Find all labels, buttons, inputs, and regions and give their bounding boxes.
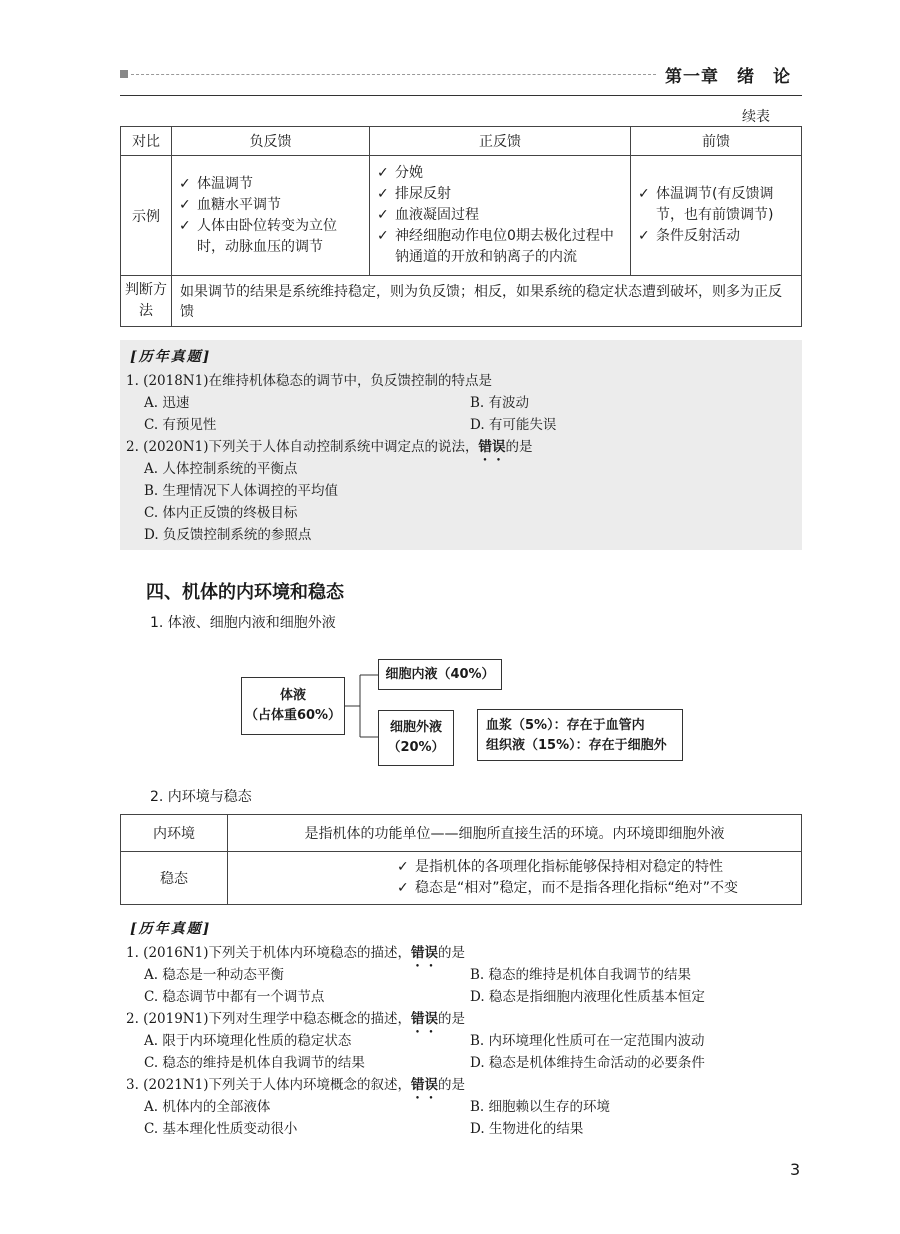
interstitial-text: 组织液（15%）：存在于细胞外	[486, 738, 667, 753]
method-text: 如果调节的结果是系统维持稳定，则为负反馈；相反，如果系统的稳定状态遭到破坏，则多为正反馈	[172, 276, 802, 327]
emphasis-word: 错误	[410, 1077, 438, 1093]
stem-tail: 的是	[437, 1077, 465, 1093]
list-item: ✓ 人体由卧位转变为立位时，动脉血压的调节	[179, 216, 364, 258]
ecf-label: 细胞外液	[389, 720, 442, 735]
option-d: D. 稳态是指细胞内液理化性质基本恒定	[470, 989, 705, 1005]
emphasis-word: 错误	[478, 439, 506, 455]
stem-text: 2. (2019N1)下列对生理学中稳态概念的描述，	[126, 1011, 411, 1027]
example-label: 示例	[121, 156, 172, 276]
list-item: ✓ 排尿反射	[377, 184, 625, 205]
stem-text: 3. (2021N1)下列关于人体内环境概念的叙述，	[126, 1077, 411, 1093]
emphasis-word: 错误	[410, 945, 438, 961]
option-d: D. 生物进化的结果	[470, 1121, 584, 1137]
internal-environment-table	[120, 814, 802, 905]
option-c: C. 基本理化性质变动很小	[144, 1121, 298, 1137]
stem-tail: 的是	[437, 1011, 465, 1027]
option-b: B. 稳态的维持是机体自我调节的结果	[470, 967, 692, 983]
body-fluid-label: 体液	[279, 688, 306, 703]
internal-label: 内环境	[121, 815, 228, 852]
internal-text: 是指机体的功能单位——细胞所直接生活的环境。内环境即细胞外液	[228, 815, 802, 852]
list-item: ✓ 是指机体的各项理化指标能够保持相对稳定的特性	[397, 857, 800, 878]
ecf-components-box	[477, 709, 683, 761]
list-item: ✓ 血液凝固过程	[377, 205, 625, 226]
body-fluid-box	[241, 677, 345, 735]
option-a: A. 人体控制系统的平衡点	[144, 461, 298, 477]
option-c: C. 有预见性	[144, 417, 217, 433]
option-b: B. 生理情况下人体调控的平均值	[144, 483, 339, 499]
continued-label: 续表	[742, 109, 770, 125]
stem-text: 2. (2020N1)下列关于人体自动控制系统中调定点的说法，	[126, 439, 479, 455]
homeostasis-label: 稳态	[121, 852, 228, 905]
emphasis-word: 错误	[410, 1011, 438, 1027]
list-item: ✓ 稳态是“相对”稳定，而不是指各理化指标“绝对”不变	[397, 878, 800, 899]
header-negative: 负反馈	[172, 127, 370, 156]
page-number: 3	[790, 1160, 801, 1179]
header-positive: 正反馈	[370, 127, 631, 156]
exercise-heading: [历年真题]	[130, 921, 212, 937]
option-a: A. 机体内的全部液体	[144, 1099, 271, 1115]
option-d: D. 有可能失误	[470, 417, 557, 433]
table-row	[121, 852, 802, 905]
option-a: A. 限于内环境理化性质的稳定状态	[144, 1033, 352, 1049]
plasma-text: 血浆（5%）：存在于血管内	[486, 718, 645, 733]
option-c: C. 体内正反馈的终极目标	[144, 505, 298, 521]
list-item: ✓ 分娩	[377, 163, 625, 184]
list-item: ✓ 体温调节	[179, 174, 364, 195]
question-stem: 1. (2018N1)在维持机体稳态的调节中，负反馈控制的特点是	[126, 373, 492, 389]
option-d: D. 稳态是机体维持生命活动的必要条件	[470, 1055, 705, 1071]
option-a: A. 迅速	[144, 395, 190, 411]
stem-tail: 的是	[505, 439, 533, 455]
option-d: D. 负反馈控制系统的参照点	[144, 527, 312, 543]
chapter-title: 第一章 绪 论	[665, 67, 791, 87]
header-compare: 对比	[121, 127, 172, 156]
icf-box: 细胞内液（40%）	[378, 659, 502, 690]
exercise-heading: [历年真题]	[130, 349, 212, 365]
option-a: A. 稳态是一种动态平衡	[144, 967, 284, 983]
exercise-box-2	[120, 912, 802, 1144]
list-item: ✓ 体温调节(有反馈调节，也有前馈调节)	[638, 184, 796, 226]
list-item: ✓ 神经细胞动作电位0期去极化过程中钠通道的开放和钠离子的内流	[377, 226, 625, 268]
stem-tail: 的是	[437, 945, 465, 961]
option-b: B. 有波动	[470, 395, 530, 411]
stem-text: 1. (2016N1)下列关于机体内环境稳态的描述，	[126, 945, 411, 961]
list-item: ✓ 条件反射活动	[638, 226, 796, 247]
ecf-percent: （20%）	[387, 740, 445, 755]
table-row	[121, 815, 802, 852]
list-item: ✓ 血糖水平调节	[179, 195, 364, 216]
method-label: 判断方法	[121, 276, 172, 327]
homeostasis-cell	[228, 852, 802, 905]
option-b: B. 细胞赖以生存的环境	[470, 1099, 611, 1115]
option-b: B. 内环境理化性质可在一定范围内波动	[470, 1033, 705, 1049]
section-title: 四、机体的内环境和稳态	[146, 582, 344, 603]
option-c: C. 稳态调节中都有一个调节点	[144, 989, 325, 1005]
ecf-box	[378, 710, 454, 766]
subsection-title: 2. 内环境与稳态	[150, 789, 252, 805]
header-feedforward: 前馈	[631, 127, 802, 156]
option-c: C. 稳态的维持是机体自我调节的结果	[144, 1055, 365, 1071]
body-fluid-percent: （占体重60%）	[244, 708, 342, 723]
subsection-title: 1. 体液、细胞内液和细胞外液	[150, 615, 336, 631]
